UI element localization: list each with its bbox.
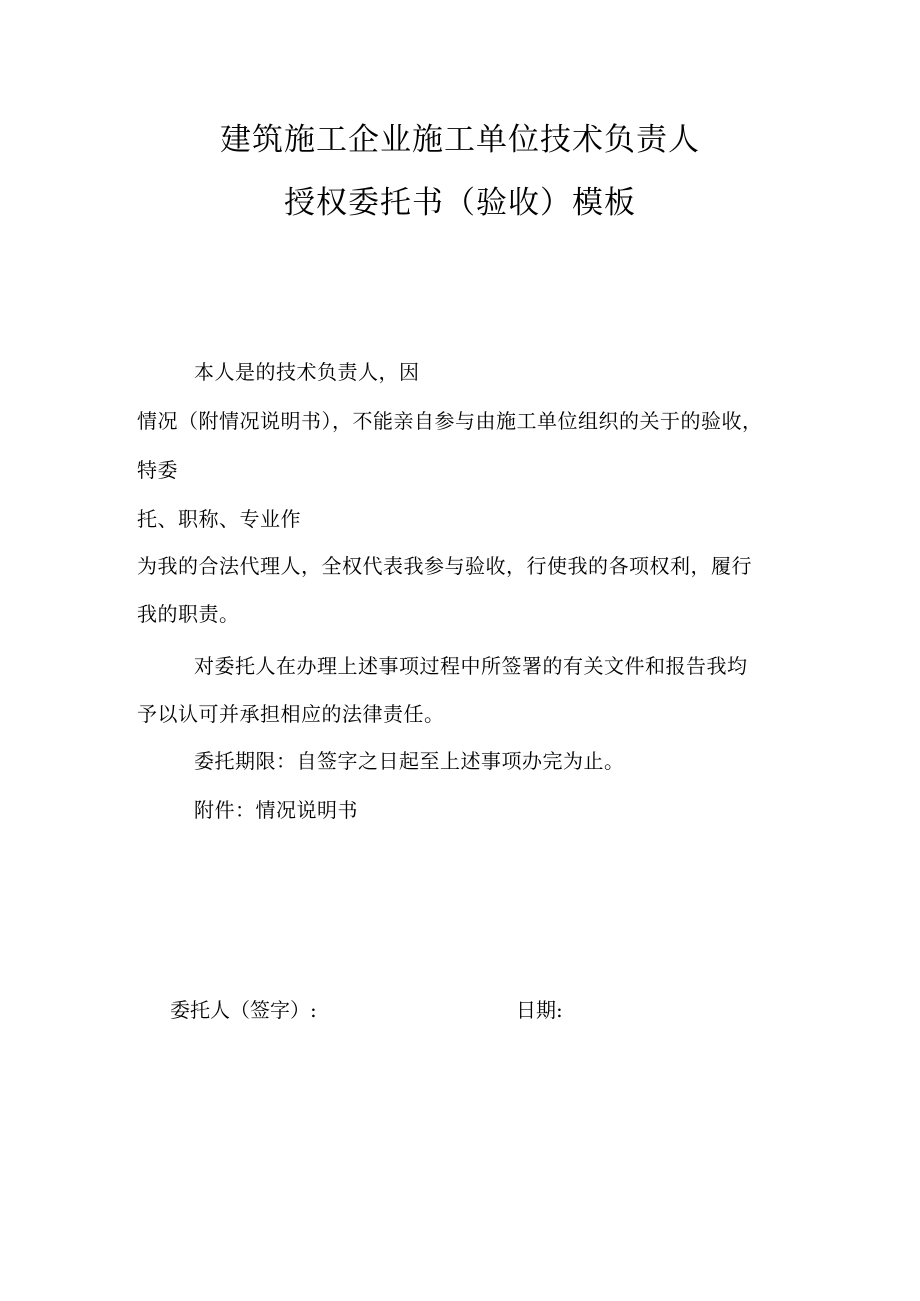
body-line: 托、职称、专业作 — [137, 507, 301, 531]
body-line: 本人是的技术负责人，因 — [194, 360, 420, 384]
signature-label: 委托人（签字）: — [170, 998, 317, 1022]
date-label: 日期: — [516, 998, 563, 1022]
attachment-line: 附件：情况说明书 — [194, 798, 358, 822]
delegation-period-line: 委托期限：自签字之日起至上述事项办完为止。 — [194, 749, 625, 773]
body-line: 特委 — [137, 458, 178, 482]
body-line: 我的职责。 — [137, 602, 240, 626]
document-title-line-1: 建筑施工企业施工单位技术负责人 — [220, 122, 700, 158]
document-title-line-2: 授权委托书（验收）模板 — [284, 185, 636, 221]
body-line: 对委托人在办理上述事项过程中所签署的有关文件和报告我均 — [194, 654, 748, 678]
body-line: 情况（附情况说明书），不能亲自参与由施工单位组织的关于的验收， — [137, 409, 763, 433]
body-line: 为我的合法代理人，全权代表我参与验收，行使我的各项权利，履行 — [137, 554, 752, 578]
body-line: 予以认可并承担相应的法律责任。 — [137, 702, 445, 726]
